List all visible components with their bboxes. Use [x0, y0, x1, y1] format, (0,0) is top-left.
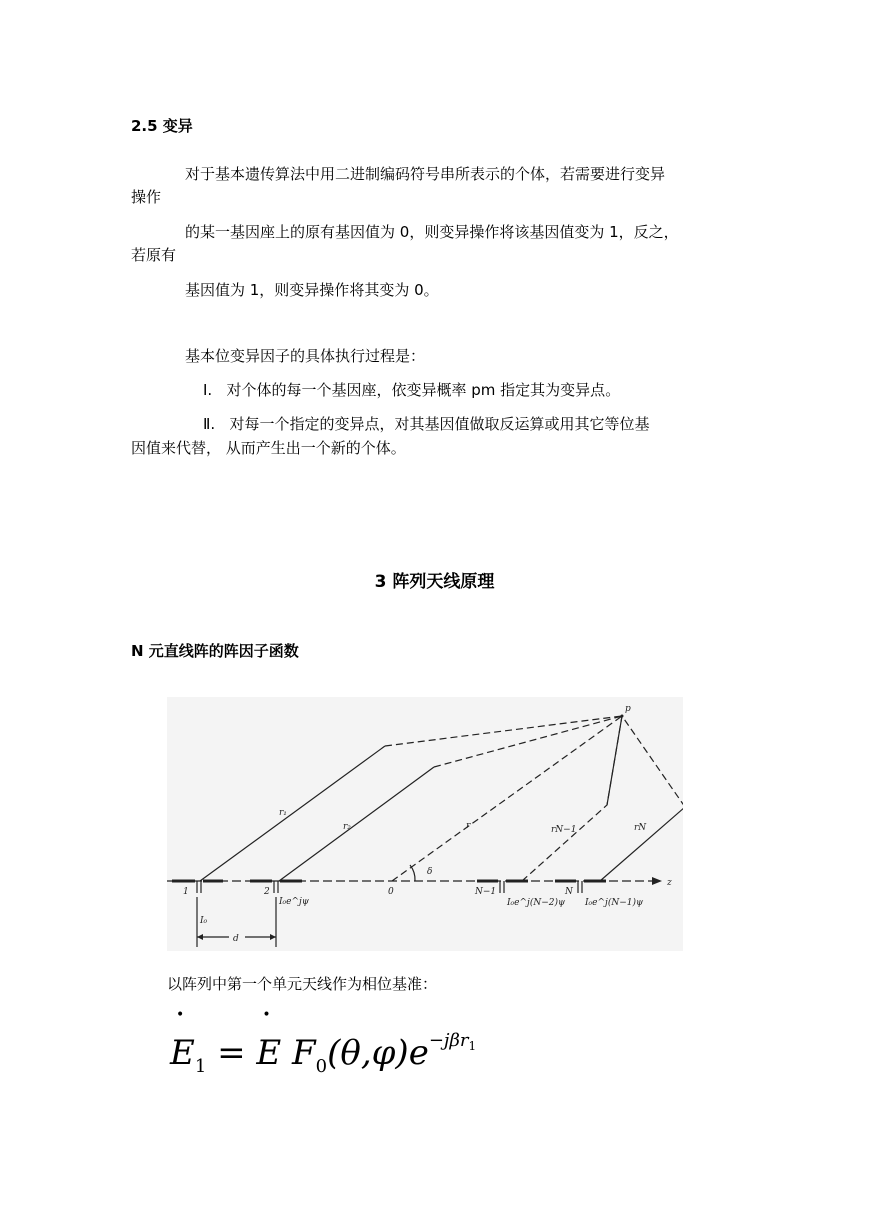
formula-exponent: −jβr — [428, 1030, 469, 1051]
label-d: d — [233, 934, 239, 944]
label-p: p — [625, 704, 631, 714]
label-r1: r₁ — [279, 808, 287, 818]
label-element-n: N — [565, 887, 573, 897]
formula-equals: = — [206, 1033, 257, 1073]
subsection-heading: N 元直线阵的阵因子函数 — [131, 642, 299, 660]
paragraph-2-line-1: 的某一基因座上的原有基因值为 0，则变异操作将该基因值变为 1，反之， — [185, 223, 679, 241]
formula-caption: 以阵列中第一个单元天线作为相位基准： — [167, 975, 438, 993]
step-1-marker: Ⅰ. — [203, 381, 213, 399]
label-i0: I₀ — [200, 916, 208, 926]
formula-exponent-sub: 1 — [468, 1039, 477, 1053]
label-element-0: 0 — [388, 887, 394, 897]
step-2-text: 对每一个指定的变异点，对其基因值做取反运算或用其它等位基 — [229, 415, 650, 433]
step-2-continuation: 因值来代替， 从而产生出一个新的个体。 — [131, 439, 406, 457]
paragraph-4: 基本位变异因子的具体执行过程是： — [185, 347, 426, 365]
label-element-2: 2 — [264, 887, 270, 897]
formula-args: (θ,φ)e — [327, 1033, 429, 1073]
paragraph-1-line-1: 对于基本遗传算法中用二进制编码符号串所表示的个体，若需要进行变异 — [185, 165, 666, 183]
paragraph-3: 基因值为 1，则变异操作将其变为 0。 — [185, 281, 439, 299]
diagram-background — [167, 697, 683, 951]
paragraph-2-line-2: 若原有 — [131, 246, 177, 264]
label-i0e: I₀e^jψ — [279, 897, 309, 907]
formula-f: F — [292, 1033, 316, 1073]
label-r: r — [466, 821, 471, 831]
label-in1: I₀e^j(N−1)ψ — [585, 898, 644, 908]
antenna-array-diagram — [167, 697, 683, 951]
formula-sub-1: 1 — [194, 1056, 207, 1077]
field-formula — [170, 1030, 476, 1077]
step-1 — [203, 379, 620, 401]
point-p — [621, 715, 624, 718]
label-delta: δ — [427, 867, 433, 877]
paragraph-1-line-2: 操作 — [131, 188, 162, 206]
label-r2: r₂ — [343, 822, 351, 832]
step-2-marker: Ⅱ. — [203, 415, 216, 433]
label-rN1: rN−1 — [551, 825, 577, 835]
formula-sub-0: 0 — [315, 1056, 328, 1077]
step-2 — [203, 413, 649, 435]
label-rN: rN — [634, 823, 647, 833]
label-z: z — [667, 878, 672, 888]
chapter-heading: 3 阵列天线原理 — [374, 572, 495, 592]
step-1-text: 对个体的每一个基因座，依变异概率 pm 指定其为变异点。 — [226, 381, 621, 399]
label-element-n1: N−1 — [475, 887, 497, 897]
label-in2: I₀e^j(N−2)ψ — [507, 898, 566, 908]
section-heading-2-5: 2.5 变异 — [131, 117, 193, 135]
label-element-1: 1 — [183, 887, 189, 897]
formula-e: • E — [256, 1033, 281, 1073]
formula-e1: • E — [170, 1033, 195, 1073]
